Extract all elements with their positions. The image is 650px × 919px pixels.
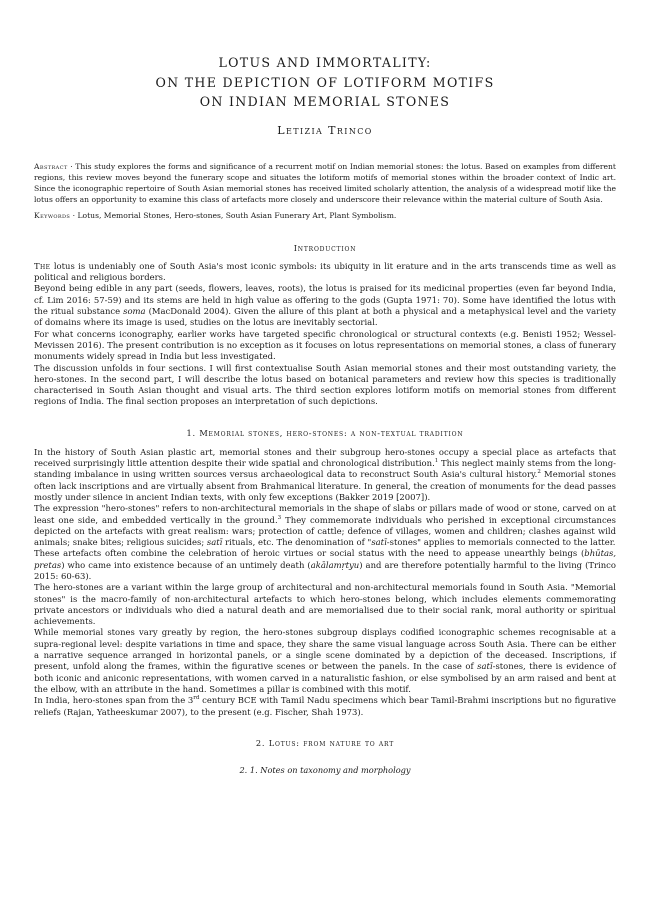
s1-p2-text-c: rituals, etc. The denomination of "	[222, 537, 372, 548]
s1-p1-text-c: Memorial stones often lack inscriptions and are virtually absent from Brahmanical literature. In general, the creation of monuments for the dead passes mostly under silence in ancient Indian texts, with only few exceptions (Bakker 2019 [2007]).	[34, 469, 616, 502]
intro-lead-word: The	[34, 260, 51, 271]
s1-p6-text-a: In India, hero-stones span from the 3	[34, 695, 194, 706]
s1-paragraph-4: The hero-stones are a variant within the large group of architectural and non-architectural memorials found in South Asia. "Memorial stones" is the macro-family of non-architectural artefacts to which hero-stones belong, which includes elements commemorating private ancestors or individuals who died a natural death and are memorialised due to their social rank, moral authority or spiritual achievements.	[34, 582, 616, 627]
title-line-2: ON THE DEPICTION OF LOTIFORM MOTIFS	[155, 74, 495, 90]
introduction-body	[34, 261, 616, 408]
s1-p6-text-b: century BCE with Tamil Nadu specimens which bear Tamil-Brahmi inscriptions but no figurative reliefs (Rajan, Yatheeskumar 2007), to the present (e.g. Fischer, Shah 1973).	[34, 695, 616, 717]
s1-paragraph-3	[34, 548, 616, 582]
s1-p2-text-b: They commemorate individuals who perished in exceptional circumstances depicted on the artefacts with great realism: wars; protection of cattle; defence of villages, women and children; clashes against wild animals; snake bites; religious suicides;	[34, 514, 616, 548]
s1-p1-text-b: This neglect mainly stems from the long-standing imbalance in using written sources versus archaeological data to reconstruct South Asia's cultural history.	[34, 458, 616, 480]
title-line-1: LOTUS AND IMMORTALITY:	[218, 55, 432, 70]
intro-p2-text-a: Beyond being edible in any part (seeds, flowers, leaves, roots), the lotus is praised for its medicinal properties (even far beyond India, cf. Lim 2016: 57-59) and its stems are held in high value as offering to the gods (Gupta 1971: 70). Some have identified the lotus with the ritual substance	[34, 283, 616, 317]
intro-paragraph-3: For what concerns iconography, earlier works have targeted specific chronological or structural contexts (e.g. Benisti 1952; Wessel-Mevissen 2016). The present contribution is no exception as it focuses on lotus representations on memorial stones, a class of funerary monuments widely spread in India but less investigated.	[34, 328, 616, 362]
s1-paragraph-2	[34, 503, 616, 548]
footnote-ref-2[interactable]: 2	[537, 469, 541, 476]
section-2-1-heading: 2. 1. Notes on taxonomy and morphology	[239, 764, 411, 775]
s1-p5-text-b: -stones, there is evidence of both iconic and aniconic representations, with women carved in a naturalistic fashion, or else symbolised by an arm raised and bent at the elbow, with an attribute in the hand. Sometimes a pillar is combined with this motif.	[34, 661, 616, 694]
intro-paragraph-2	[34, 283, 616, 328]
s1-p2-sati-1: satī	[206, 537, 223, 548]
s1-p6-ordinal: rd	[193, 695, 200, 702]
s1-paragraph-6	[34, 695, 616, 718]
s1-p3-akalamrtyu: akālamṛtyu	[310, 559, 360, 570]
abstract-label: Abstract	[34, 161, 68, 171]
s1-p2-text-d: -stones" applies to memorials connected to the latter.	[386, 537, 616, 548]
paper-title	[34, 53, 616, 112]
abstract	[34, 161, 616, 205]
section-1-heading: 1. Memorial stones, hero-stones: a non-textual tradition	[186, 427, 464, 438]
abstract-text: · This study explores the forms and significance of a recurrent motif on Indian memorial stones: the lotus. Based on examples from different regions, this review moves beyond the funerary scope and situates the lotiform motifs of memorial stones within the broader context of Indic art. Since the iconographic repertoire of South Asian memorial stones has received limited scholarly attention, the analysis of a widespread motif like the lotus offers an opportunity to examine this class of artefacts more closely and underscore their relevance within the material culture of South Asia.	[34, 161, 616, 204]
introduction-heading: Introduction	[293, 242, 357, 253]
section-2-heading: 2. Lotus: from nature to art	[255, 737, 395, 748]
intro-paragraph-1	[34, 261, 616, 284]
intro-p2-text-b: (MacDonald 2004). Given the allure of this plant at both a physical and a metaphysical level and the variety of domains where its image is used, studies on the lotus are inevitably sectorial.	[34, 306, 616, 328]
paper-page	[34, 0, 616, 775]
s1-p5-sati: satī	[477, 661, 493, 672]
keywords-label: Keywords	[34, 210, 71, 220]
s1-p3-text-b: ) who came into existence because of an untimely death (	[61, 559, 311, 570]
intro-p2-soma: soma	[123, 306, 146, 317]
s1-p2-sati-2: satī	[371, 537, 387, 548]
title-line-3: ON INDIAN MEMORIAL STONES	[199, 94, 451, 109]
s1-paragraph-5	[34, 627, 616, 695]
footnote-ref-1[interactable]: 1	[434, 458, 439, 465]
s1-p3-text-a: These artefacts often combine the celebration of heroic virtues or social status with the need to appease unearthly beings (	[34, 548, 585, 559]
s1-p1-text-a: In the history of South Asian plastic art, memorial stones and their subgroup hero-stones occupy a special place as artefacts that received surprisingly little attention despite their wide spatial and chronological distribution.	[34, 446, 616, 469]
s1-paragraph-1	[34, 447, 616, 503]
s1-p3-text-c: ) and are therefore potentially harmful to the living (Trinco 2015: 60-63).	[34, 559, 616, 581]
keywords	[34, 210, 616, 221]
s1-p2-text-a: The expression "hero-stones" refers to non-architectural memorials in the shape of slabs or pillars made of wood or stone, carved on at least one side, and embedded vertically in the ground.	[34, 503, 616, 525]
author-name: Letizia Trinco	[277, 123, 373, 137]
intro-paragraph-4: The discussion unfolds in four sections. I will first contextualise South Asian memorial stones and their most outstanding variety, the hero-stones. In the second part, I will describe the lotus based on botanical parameters and review how this species is traditionally characterised in South Asian thought and visual arts. The third section explores lotiform motifs on memorial stones from different regions of India. The final section proposes an interpretation of such depictions.	[34, 362, 616, 407]
s1-p5-text-a: While memorial stones vary greatly by region, the hero-stones subgroup displays codified iconographic schemes recognisable at a supra-regional level: despite variations in time and space, they share the same visual language across South Asia. There can be either a narrative sequence arranged in horizontal panels, or a single scene dominated by a depiction of the deceased. Inscriptions, if present, unfold along the frames, within the figurative scenes or between the panels. In the case of	[34, 627, 616, 672]
footnote-ref-3[interactable]: 3	[277, 514, 282, 521]
keywords-text: · Lotus, Memorial Stones, Hero-stones, South Asian Funerary Art, Plant Symbolism.	[70, 210, 397, 220]
intro-p1-text: lotus is undeniably one of South Asia's most iconic symbols: its ubiquity in lit erature and in the arts transcends time as well as political and religious borders.	[34, 260, 616, 283]
s1-p3-bhutas: bhūtas, pretas	[34, 548, 616, 570]
section-1-body	[34, 447, 616, 718]
